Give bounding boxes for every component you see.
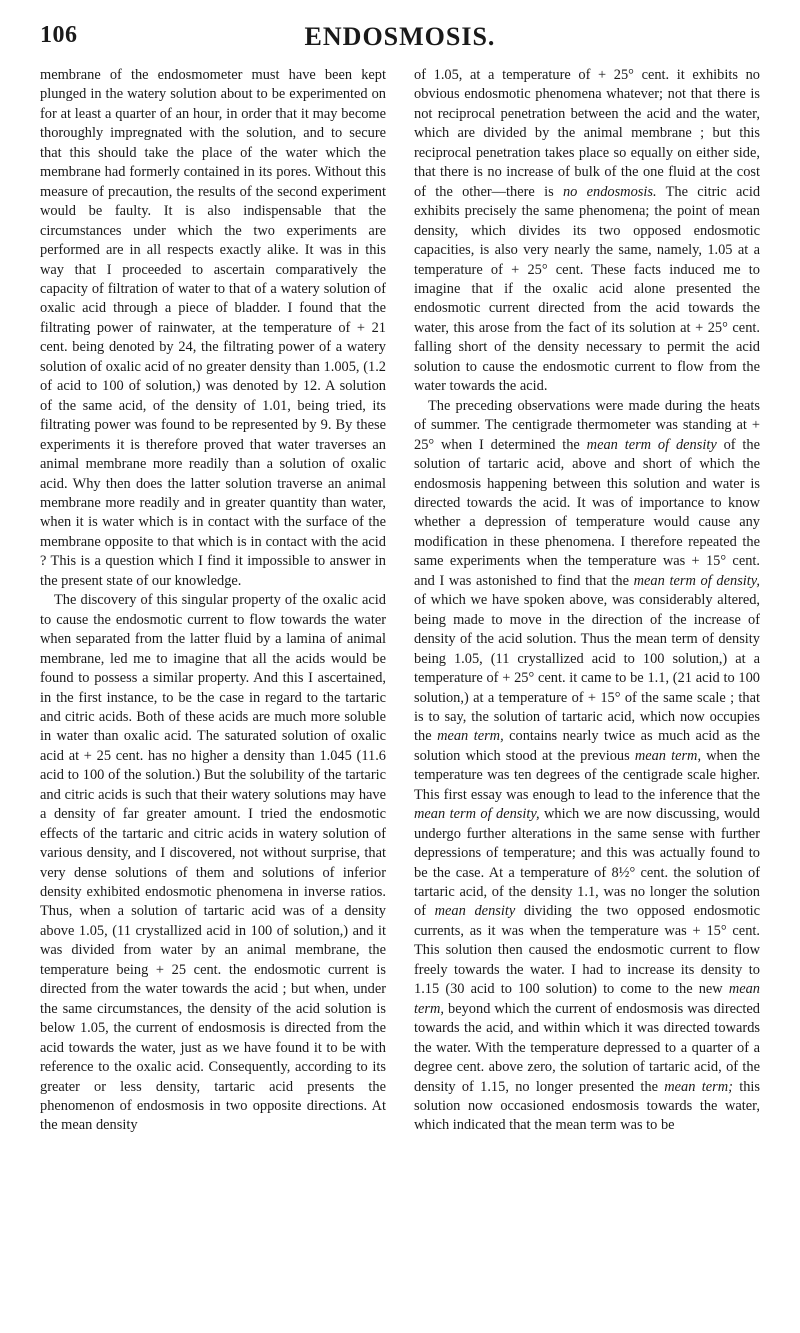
text-run: when the temperature was ten degrees of the centigrade scale higher. This first essay was enough to lead to the inference that the: [414, 747, 760, 803]
right-paragraph-1: [414, 66, 760, 397]
text-run: The preceding observations were made during the heats of summer. The centigrade thermometer was standing at + 25° when I determined the: [414, 397, 760, 453]
page-header: [40, 22, 760, 52]
italic-phrase: mean term,: [414, 981, 760, 1017]
right-column: [414, 66, 760, 1326]
text-run: The citric acid exhibits precisely the same phenomena; the point of mean density, which divides its two opposed endosmotic capacities, is also very nearly the same, namely, 1.05 at a temperature of + 25° cent. These facts induced me to imagine that if the oxalic acid alone presented the endosmotic current directed from the acid towards the water, this arose from the fact of its solution at + 25° cent. falling short of the density necessary to permit the acid solution to cause the endosmotic current to flow from the water towards the acid.: [414, 183, 760, 395]
left-column: [40, 66, 386, 1326]
italic-phrase: mean density: [434, 903, 516, 920]
text-run: contains nearly twice as much acid as the solution which stood at the previous: [414, 728, 760, 764]
text-run: beyond which the current of endosmosis was directed towards the acid, and within which it was directed towards the water. With the temperature depressed to a quarter of a degree cent. above zero, the solution of tartaric acid, of the density of 1.15, no longer presented the: [414, 1000, 760, 1095]
left-paragraph-2: The discovery of this singular property of the oxalic acid to cause the endosmotic current to flow towards the water when separated from the latter fluid by a lamina of animal membrane, led me to imagine that all the acids would be found to possess a similar property. And this I ascertained, in the first instance, to be the case in regard to the tartaric and citric acids. Both of these acids are much more soluble in water than oxalic acid. The saturated solution of oxalic acid at + 25 cent. has no higher a density than 1.045 (11.6 acid to 100 of the solution.) But the solubility of the tartaric and citric acids is such that their watery solutions may have a density of far greater amount. I tried the endosmotic effects of the tartaric and citric acids in watery solution of various density, and I discovered, not without surprise, that very dense solutions of them and solutions of inferior density exhibited endosmotic phenomena in inverse ratios. Thus, when a solution of tartaric acid was of a density above 1.05, (11 crystallized acid in 100 of solution,) and it was divided from water by an animal membrane, the temperature being + 25 cent. the endosmotic current is directed from the water towards the acid ; but when, under the same circumstances, the density of the acid solution is below 1.05, the current of endosmosis is directed from the acid towards the water, just as we have found it to be with reference to the oxalic acid. Consequently, according to its greater or less density, tartaric acid presents the phenomenon of endosmosis in two opposite directions. At the mean density: [40, 592, 386, 1134]
text-run: of the solution of tartaric acid, above and short of which the endosmosis happening between this solution and water is directed towards the acid. It was of importance to know whether a depression of temperature would cause any modification in these phenomena. I therefore repeated the same experiments when the temperature was + 15° cent. and I was astonished to find that the: [414, 436, 760, 589]
italic-phrase: mean term;: [664, 1078, 733, 1095]
italic-phrase: mean term,: [437, 728, 504, 745]
text-run: dividing the two opposed endosmotic currents, as it was when the temperature was + 15° cent. This solution then caused the endosmotic current to flow freely towards the water. I had to increase its density to 1.15 (30 acid to 100 solution) to come to the new: [414, 903, 760, 998]
text-run: of 1.05, at a temperature of + 25° cent. it exhibits no obvious endosmotic phenomena whatever; not that there is not reciprocal penetration between the acid and the water, which are divided by the animal membrane ; but this reciprocal penetration takes place so equally on either side, that there is no increase of bulk of the one fluid at the cost of the other—there is: [414, 67, 760, 200]
italic-phrase: mean term of density,: [414, 806, 540, 823]
page-number: 106: [40, 22, 78, 48]
text-run: which we are now discussing, would undergo further alterations in the same sense with further depressions of temperature; and this was actually found to be the case. At a temperature of 8½° cent. the solution of tartaric acid, of the density 1.1, was no longer the solution of: [414, 806, 760, 920]
text-run: of which we have spoken above, was considerably altered, being made to move in the direction of the increase of density of the acid solution. Thus the mean term of density being 1.05, (11 crystallized acid to 100 solution,) at a temperature of + 25° cent. it came to be 1.1, (21 acid to 100 solution,) at a temperature of + 15° of the same scale ; that is to say, the solution of tartaric acid, which now occupies the: [414, 592, 760, 745]
italic-phrase: no endosmosis.: [562, 183, 657, 200]
text-columns: [40, 66, 760, 1326]
text-run: this solution now occasioned endosmosis towards the water, which indicated that the mean term was to be: [414, 1078, 760, 1134]
right-paragraph-2: [414, 397, 760, 1136]
italic-phrase: mean term,: [634, 747, 702, 764]
italic-phrase: mean term of density: [586, 436, 717, 453]
left-paragraph-1: membrane of the endosmometer must have been kept plunged in the watery solution about to be experimented on for at least a quarter of an hour, in order that it may become thoroughly impregnated with the solution, and to secure that this should take the place of the water which the membrane had formerly contained in its pores. Without this measure of precaution, the results of the second experiment would be faulty. It is also indispensable that the circumstances under which the two experiments are performed are in all respects exactly alike. It was in this way that I proceeded to ascertain comparatively the capacity of filtration of water to that of a watery solution of oxalic acid through a piece of bladder. I found that the filtrating power of rainwater, at the temperature of + 21 cent. being denoted by 24, the filtrating power of a watery solution of oxalic acid of no greater density than 1.005, (1.2 of acid to 100 of solution,) was denoted by 12. A solution of the same acid, of the density of 1.01, being tried, its filtrating power was found to be represented by 9. By these experiments it is therefore proved that water traverses an animal membrane more readily than a solution of oxalic acid. Why then does the latter solution traverse an animal membrane more readily and in greater quantity than water, when it is water which is in contact with the surface of the membrane opposite to that which is in contact with the acid ? This is a question which I find it impossible to answer in the present state of our knowledge.: [40, 67, 386, 589]
running-title: ENDOSMOSIS.: [304, 22, 496, 51]
italic-phrase: mean term of density,: [633, 572, 760, 589]
